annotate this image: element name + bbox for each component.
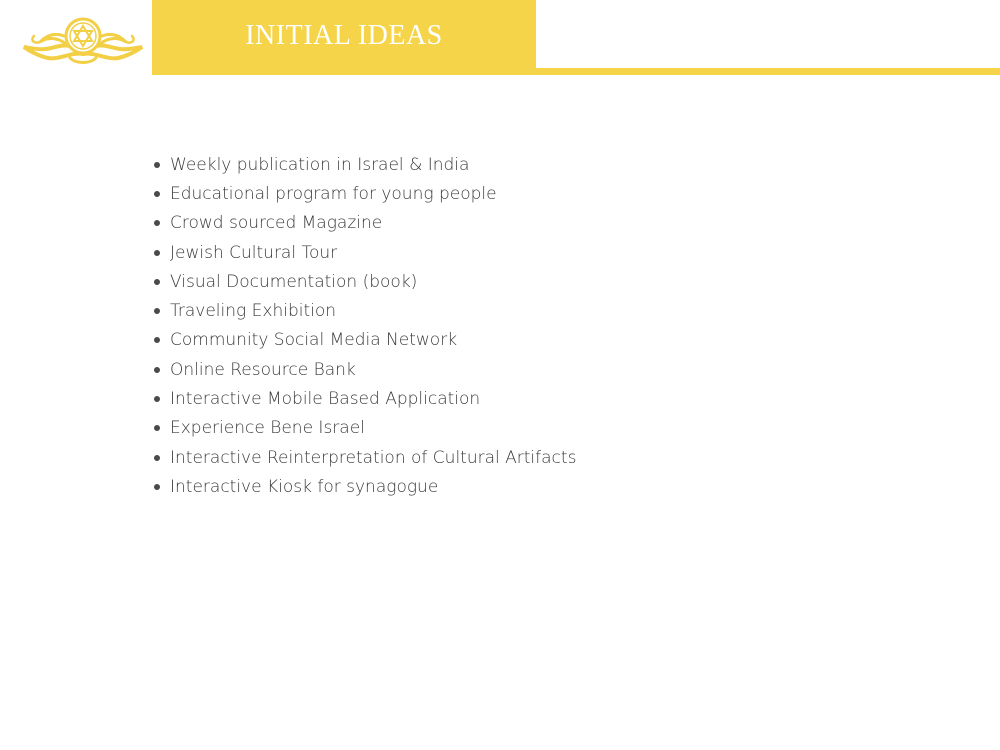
list-item-text: Interactive Mobile Based Application — [170, 389, 481, 410]
list-item — [154, 267, 576, 296]
list-item-text: Traveling Exhibition — [170, 301, 337, 322]
title-banner — [152, 0, 536, 75]
list-item — [154, 209, 576, 238]
list-item-text: Jewish Cultural Tour — [170, 242, 338, 263]
list-item-text: Educational program for young people — [170, 183, 497, 204]
bullet-icon — [154, 396, 160, 402]
bullet-icon — [154, 308, 160, 314]
bullet-icon — [154, 455, 160, 461]
list-item-text: Weekly publication in Israel & India — [170, 154, 470, 175]
list-item — [154, 472, 576, 501]
list-item-text: Community Social Media Network — [170, 330, 458, 351]
list-item — [154, 238, 576, 267]
list-item-text: Interactive Reinterpretation of Cultural Artifacts — [170, 447, 577, 468]
list-item-text: Interactive Kiosk for synagogue — [170, 476, 439, 497]
list-item-text: Experience Bene Israel — [170, 418, 365, 439]
list-item-text: Crowd sourced Magazine — [170, 213, 383, 234]
bullet-icon — [154, 220, 160, 226]
bullet-icon — [154, 250, 160, 256]
header-divider — [536, 68, 1000, 75]
bullet-icon — [154, 162, 160, 168]
bullet-icon — [154, 337, 160, 343]
bullet-icon — [154, 425, 160, 431]
list-item — [154, 384, 576, 413]
list-item — [154, 414, 576, 443]
bullet-icon — [154, 279, 160, 285]
list-item — [154, 296, 576, 325]
bullet-icon — [154, 484, 160, 490]
ideas-list — [154, 150, 576, 502]
list-item-text: Visual Documentation (book) — [170, 271, 418, 292]
list-item — [154, 355, 576, 384]
list-item — [154, 326, 576, 355]
list-item — [154, 443, 576, 472]
star-of-david-emblem-icon — [20, 14, 146, 66]
list-item — [154, 150, 576, 179]
list-item-text: Online Resource Bank — [170, 359, 356, 380]
bullet-icon — [154, 191, 160, 197]
bullet-icon — [154, 367, 160, 373]
list-item — [154, 179, 576, 208]
page-title: INITIAL IDEAS — [245, 19, 443, 51]
